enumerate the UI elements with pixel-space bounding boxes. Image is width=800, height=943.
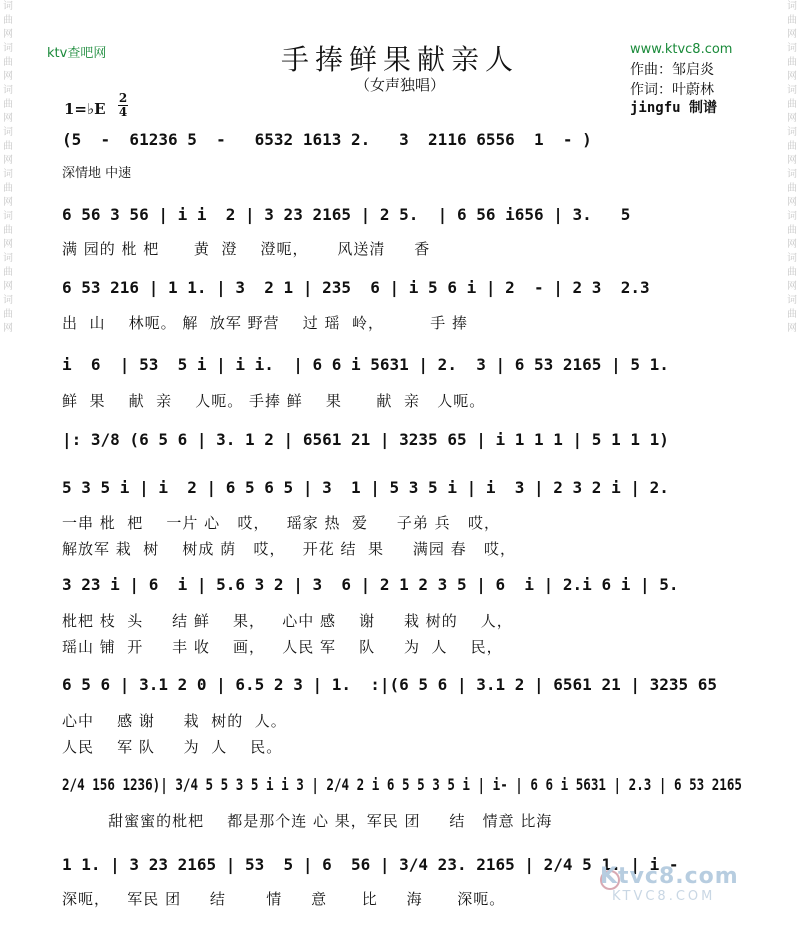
watermark-left — [1, 0, 15, 943]
watermark-text: 曲 — [3, 225, 13, 236]
watermark-text: 网 — [3, 239, 13, 250]
notation-line: 1 1. | 3 23 2165 | 53 5 | 6 56 | 3/4 23. 2165 | 2/4 5 1. | i - — [62, 855, 679, 874]
lyric-line: 解放军 栽 树 树成 荫 哎， 开花 结 果 满园 春 哎， — [62, 540, 516, 558]
notation-line: 2/4 156 1236)| 3/4 5 5 3 5 i i 3 | 2/4 2 i 6 5 5 3 5 i | i- | 6 6 i 5631 | 2.3 | 6 53 2165 — [62, 775, 742, 794]
notation-line: 6 56 3 56 | i i 2 | 3 23 2165 | 2 5. | 6 56 i656 | 3. 5 — [62, 205, 631, 224]
lyric-line: 出 山 林呃。 解 放军 野营 过 瑶 岭， 手 捧 — [62, 314, 468, 332]
watermark-text: 词 — [787, 169, 797, 180]
key-signature: 1=♭E — [64, 100, 106, 118]
watermark-text: 曲 — [787, 99, 797, 110]
lyric-line: 深呃， 军民 团 结 情 意 比 海 深呃。 — [62, 890, 506, 908]
watermark-text: 网 — [3, 197, 13, 208]
watermark-text: 曲 — [787, 225, 797, 236]
watermark-text: 词 — [3, 85, 13, 96]
watermark-text: 词 — [787, 1, 797, 12]
lyric-line: 心中 感 谢 栽 树的 人。 — [62, 712, 287, 730]
watermark-text: 词 — [3, 1, 13, 12]
watermark-text: 网 — [787, 281, 797, 292]
notation-line: 3 23 i | 6 i | 5.6 3 2 | 3 6 | 2 1 2 3 5 | 6 i | 2.i 6 i | 5. — [62, 575, 679, 594]
watermark-text: 网 — [3, 71, 13, 82]
lyric-line: 满 园的 枇 杷 黄 澄 澄呃， 风送清 香 — [62, 240, 431, 258]
logo-subtext: KTVC8.COM — [612, 889, 716, 904]
notation-line: 5 3 5 i | i 2 | 6 5 6 5 | 3 1 | 5 3 5 i | i 3 | 2 3 2 i | 2. — [62, 478, 669, 497]
watermark-text: 词 — [3, 43, 13, 54]
notation-line: (5 - 61236 5 - 6532 1613 2. 3 2116 6556 1 - ) — [62, 130, 592, 149]
watermark-text: 词 — [787, 211, 797, 222]
notation-line: 6 5 6 | 3.1 2 0 | 6.5 2 3 | 1. :|(6 5 6 | 3.1 2 | 6561 21 | 3235 65 — [62, 675, 718, 694]
logo-text: Ktvc8.com — [600, 864, 739, 889]
lyric-line: 瑶山 铺 开 丰 收 画， 人民 军 队 为 人 民， — [62, 638, 503, 656]
watermark-text: 曲 — [3, 99, 13, 110]
lyric-line: 甜蜜蜜的枇杷 都是那个连 心 果，军民 团 结 情意 比海 — [62, 812, 553, 830]
watermark-text: 曲 — [787, 15, 797, 26]
lyric-line: 鲜 果 献 亲 人呃。 手捧 鲜 果 献 亲 人呃。 — [62, 392, 486, 410]
lyric-line: 人民 军 队 为 人 民。 — [62, 738, 283, 756]
meter-top: 2 — [118, 91, 128, 105]
watermark-text: 曲 — [3, 57, 13, 68]
watermark-text: 曲 — [787, 57, 797, 68]
tempo-marking: 深情地 中速 — [62, 166, 132, 181]
watermark-text: 词 — [787, 85, 797, 96]
watermark-text: 网 — [3, 113, 13, 124]
watermark-text: 词 — [3, 295, 13, 306]
watermark-text: 词 — [3, 253, 13, 264]
watermark-text: 词 — [3, 211, 13, 222]
watermark-text: 网 — [3, 323, 13, 334]
watermark-text: 曲 — [787, 141, 797, 152]
watermark-text: 曲 — [787, 183, 797, 194]
watermark-text: 曲 — [3, 309, 13, 320]
notation-line: |: 3/8 (6 5 6 | 3. 1 2 | 6561 21 | 3235 65 | i 1 1 1 | 5 1 1 1) — [62, 430, 669, 449]
watermark-text: 网 — [787, 29, 797, 40]
time-signature — [118, 92, 128, 119]
watermark-text: 网 — [3, 281, 13, 292]
watermark-text: 网 — [3, 29, 13, 40]
watermark-text: 词 — [787, 43, 797, 54]
watermark-text: 曲 — [3, 267, 13, 278]
watermark-text: 网 — [787, 239, 797, 250]
notation-line: i 6 | 53 5 i | i i. | 6 6 i 5631 | 2. 3 | 6 53 2165 | 5 1. — [62, 355, 669, 374]
lyric-line: 枇杷 枝 头 结 鲜 果， 心中 感 谢 栽 树的 人， — [62, 612, 513, 630]
site-name-right[interactable]: www.ktvc8.com — [630, 42, 733, 57]
watermark-text: 网 — [3, 155, 13, 166]
song-title: 手捧鲜果献亲人 — [280, 43, 519, 76]
watermark-text: 网 — [787, 197, 797, 208]
watermark-text: 网 — [787, 323, 797, 334]
watermark-text: 网 — [787, 71, 797, 82]
watermark-text: 曲 — [3, 15, 13, 26]
watermark-text: 词 — [787, 295, 797, 306]
watermark-right — [785, 0, 799, 943]
watermark-text: 网 — [787, 155, 797, 166]
watermark-text: 曲 — [3, 141, 13, 152]
watermark-text: 词 — [3, 169, 13, 180]
song-subtitle: （女声独唱） — [354, 76, 445, 94]
notation-line: 6 53 216 | 1 1. | 3 2 1 | 235 6 | i 5 6 i | 2 - | 2 3 2.3 — [62, 278, 650, 297]
site-name-left[interactable]: ktv查吧网 — [47, 46, 107, 61]
lyricist-credit: 作词：叶蔚林 — [630, 82, 714, 98]
watermark-text: 词 — [787, 253, 797, 264]
watermark-text: 曲 — [3, 183, 13, 194]
watermark-text: 网 — [787, 113, 797, 124]
watermark-text: 词 — [787, 127, 797, 138]
meter-bottom: 4 — [118, 105, 128, 119]
watermark-text: 曲 — [787, 267, 797, 278]
watermark-text: 曲 — [787, 309, 797, 320]
arranger-credit: jingfu 制谱 — [630, 100, 718, 116]
watermark-text: 词 — [3, 127, 13, 138]
lyric-line: 一串 枇 杷 一片 心 哎， 瑶家 热 爱 子弟 兵 哎， — [62, 514, 500, 532]
composer-credit: 作曲：邹启炎 — [630, 62, 714, 78]
